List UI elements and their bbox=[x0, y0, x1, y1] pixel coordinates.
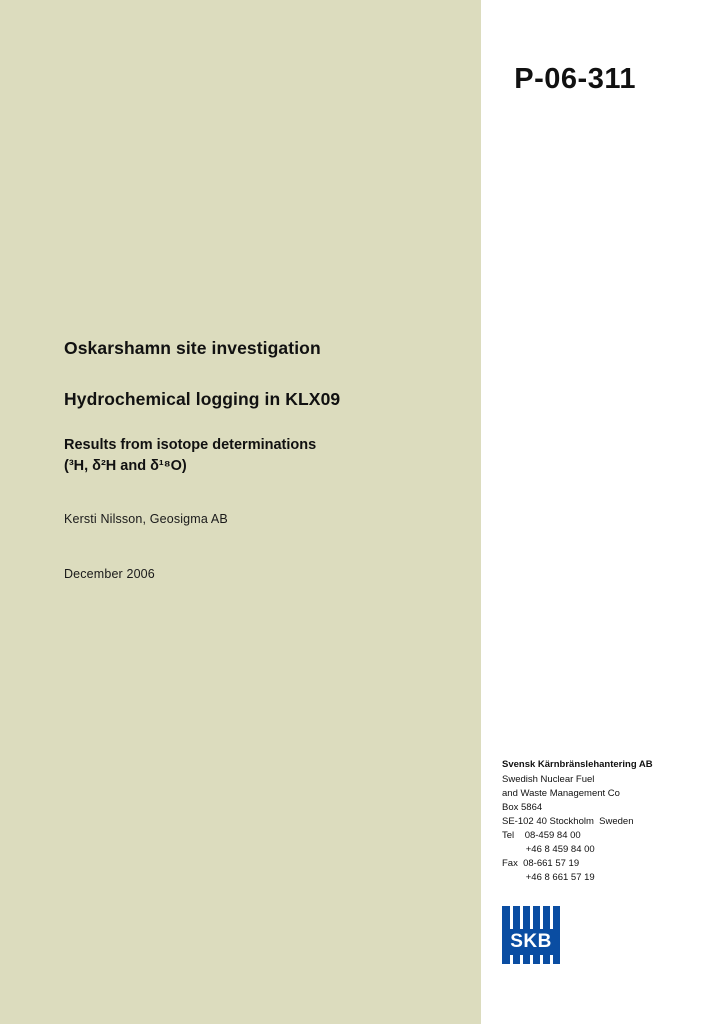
publisher-name: Svensk Kärnbränslehantering AB bbox=[502, 759, 653, 770]
publisher-address-box: Box 5864 bbox=[502, 801, 543, 813]
subtitle-line-1: Results from isotope determinations bbox=[64, 437, 317, 453]
title-block bbox=[64, 338, 464, 477]
author-line: Kersti Nilsson, Geosigma AB bbox=[64, 512, 228, 526]
publisher-fax: Fax 08-661 57 19 bbox=[502, 857, 580, 869]
publisher-line-1: Swedish Nuclear Fuel bbox=[502, 773, 595, 785]
publisher-fax-intl: +46 8 661 57 19 bbox=[502, 871, 595, 883]
publisher-address-city: SE-102 40 Stockholm Sweden bbox=[502, 815, 634, 827]
skb-logo bbox=[502, 906, 560, 964]
series-title: Oskarshamn site investigation bbox=[64, 338, 321, 358]
subtitle-block bbox=[64, 435, 464, 477]
publisher-block bbox=[502, 758, 702, 885]
publisher-line-2: and Waste Management Co bbox=[502, 787, 620, 799]
publisher-tel-intl: +46 8 459 84 00 bbox=[502, 843, 595, 855]
logo-text: SKB bbox=[507, 929, 555, 955]
publication-date: December 2006 bbox=[64, 567, 155, 581]
page-title: Hydrochemical logging in KLX09 bbox=[64, 389, 341, 409]
subtitle-line-2: (³H, δ²H and δ¹⁸O) bbox=[64, 458, 187, 475]
publisher-tel: Tel 08-459 84 00 bbox=[502, 829, 581, 841]
report-number: P-06-311 bbox=[514, 63, 636, 95]
